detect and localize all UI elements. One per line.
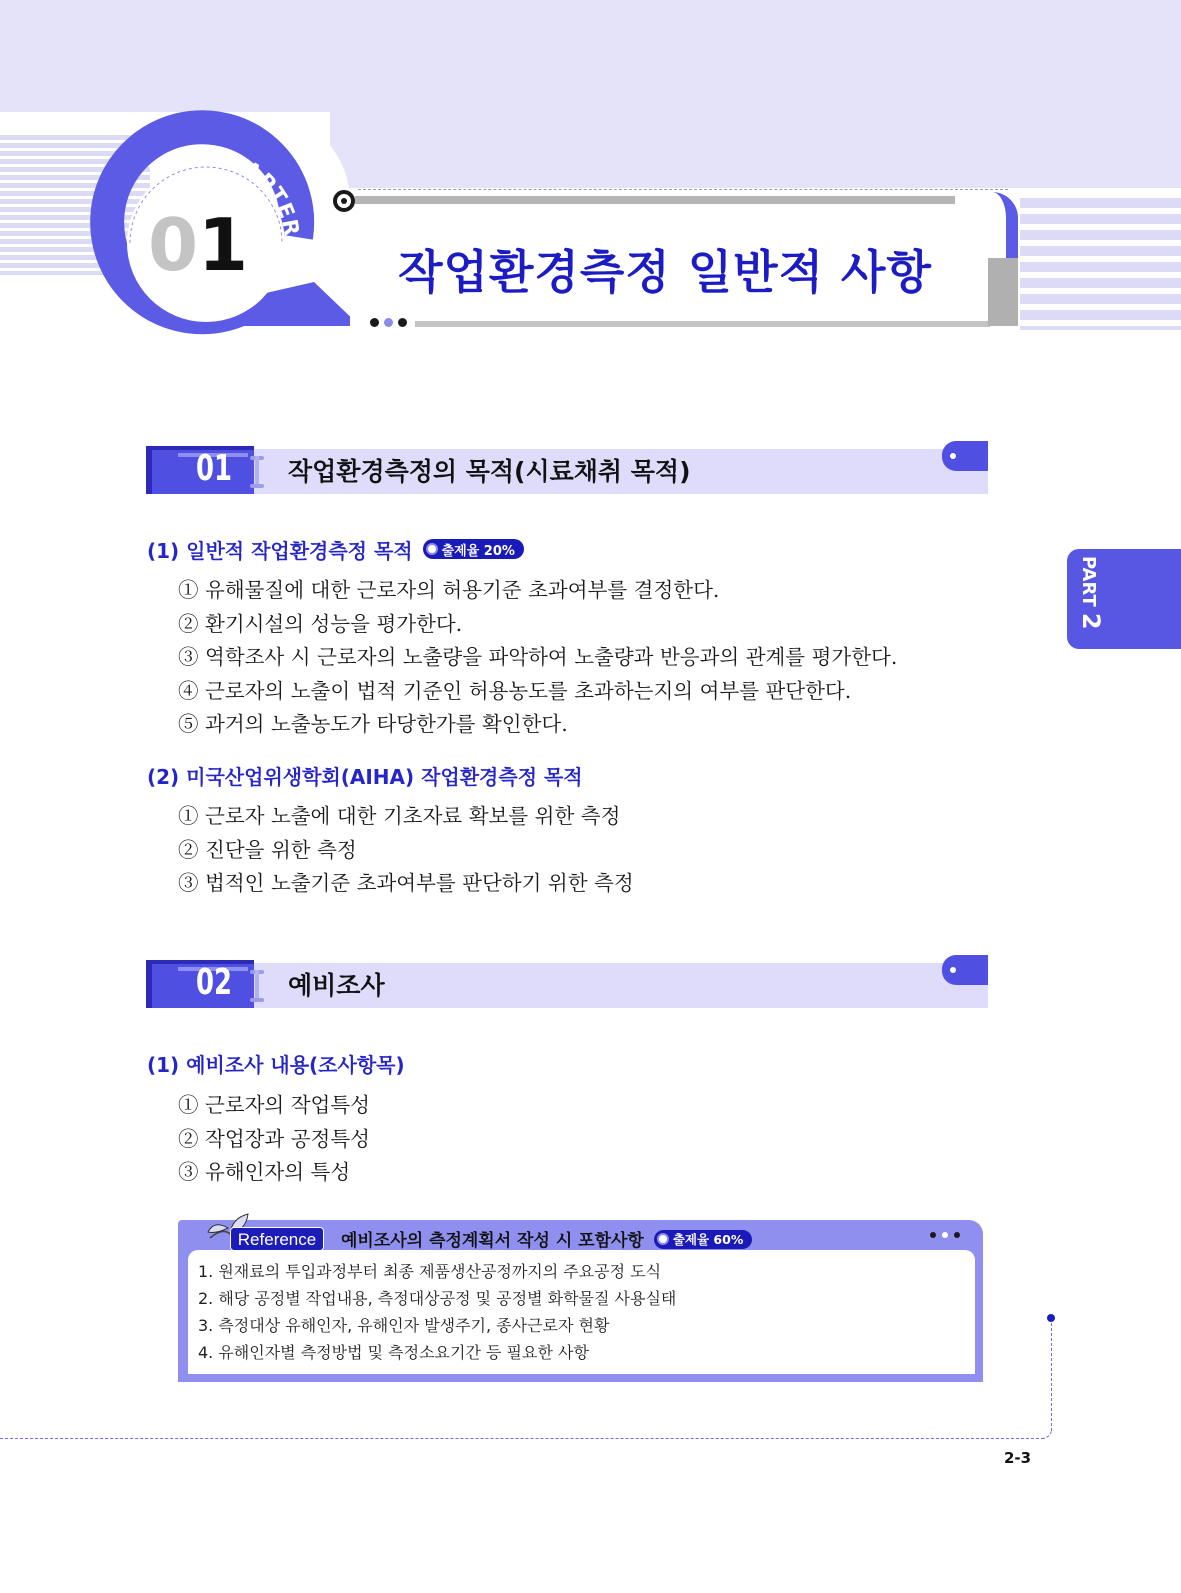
section-number: 01: [195, 448, 233, 489]
list-item: ③ 역학조사 시 근로자의 노출량을 파악하여 노출량과 반응과의 관계를 평가한다.: [178, 645, 898, 669]
subsection-heading: (1) 일반적 작업환경측정 목적 출제율 20%: [147, 535, 524, 564]
footer-dashed-line: [0, 1438, 1044, 1439]
footer-dashed-vertical: [1051, 1323, 1052, 1431]
reference-title: 예비조사의 측정계획서 작성 시 포함사항 출제율 60%: [341, 1226, 752, 1251]
spiral-icon: [250, 454, 264, 490]
section-header-01: [146, 446, 988, 494]
title-gray-block: [988, 258, 1018, 326]
spiral-icon: [250, 968, 264, 1004]
item-list: [178, 800, 634, 901]
chapter-number-0: 0: [148, 203, 199, 287]
part-tab-label: PART2: [1077, 556, 1105, 630]
page-number: 2-3: [1004, 1449, 1032, 1467]
tab-tag-icon: [942, 441, 988, 471]
chapter-number-1: 1: [198, 203, 249, 287]
reference-label: Reference: [230, 1227, 324, 1251]
list-item: ② 환기시설의 성능을 평가한다.: [178, 611, 463, 636]
dot-icon: [1047, 1314, 1055, 1322]
circle-icon: [657, 1233, 669, 1245]
subsection-heading: (1) 예비조사 내용(조사항목): [147, 1053, 405, 1077]
list-item: ② 작업장과 공정특성: [178, 1126, 370, 1151]
section-title: 작업환경측정의 목적(시료채취 목적): [288, 457, 691, 486]
list-item: 1. 원재료의 투입과정부터 최종 제품생산공정까지의 주요공정 도식: [198, 1262, 662, 1281]
section-number: 02: [195, 962, 233, 1003]
frequency-badge: 출제율 60%: [654, 1230, 753, 1249]
list-item: 3. 측정대상 유해인자, 유해인자 발생주기, 종사근로자 현황: [198, 1316, 610, 1335]
item-list: [178, 1089, 370, 1190]
chapter-badge: [0, 0, 380, 340]
list-item: ③ 법적인 노출기준 초과여부를 판단하기 위한 측정: [178, 871, 634, 895]
title-dashed-line: [358, 189, 1008, 190]
three-dots-icon: [370, 318, 407, 327]
tab-tag-icon: [942, 955, 988, 985]
list-item: ⑤ 과거의 노출농도가 타당한가를 확인한다.: [178, 712, 568, 736]
bullseye-icon: [333, 190, 355, 212]
frequency-badge: 출제율 20%: [423, 539, 524, 559]
header-band-right: [330, 112, 1181, 188]
list-item: 2. 해당 공정별 작업내용, 측정대상공정 및 공정별 화학물질 사용실태: [198, 1289, 677, 1308]
reference-list: [198, 1258, 676, 1366]
title-bottom-rule: [415, 321, 990, 327]
list-item: ① 유해물질에 대한 근로자의 허용기준 초과여부를 결정한다.: [178, 578, 720, 602]
three-dots-icon: [930, 1232, 960, 1238]
section-title: 예비조사: [288, 971, 385, 1000]
list-item: ① 근로자의 작업특성: [178, 1093, 370, 1117]
section-header-02: [146, 960, 988, 1008]
list-item: ② 진단을 위한 측정: [178, 837, 357, 862]
chapter-word: CHAPTER: [207, 144, 304, 239]
list-item: ① 근로자 노출에 대한 기초자료 확보를 위한 측정: [178, 804, 621, 828]
item-list: [178, 574, 897, 742]
title-top-rule: [355, 196, 955, 204]
list-item: ④ 근로자의 노출이 법적 기준인 허용농도를 초과하는지의 여부를 판단한다.: [178, 678, 852, 703]
chapter-title: 작업환경측정 일반적 사항: [398, 245, 932, 299]
list-item: ③ 유해인자의 특성: [178, 1160, 351, 1184]
list-item: 4. 유해인자별 측정방법 및 측정소요기간 등 필요한 사항: [198, 1343, 589, 1362]
circle-icon: [426, 543, 438, 555]
header-stripes-right: [1020, 198, 1181, 330]
subsection-heading: (2) 미국산업위생학회(AIHA) 작업환경측정 목적: [147, 765, 583, 789]
